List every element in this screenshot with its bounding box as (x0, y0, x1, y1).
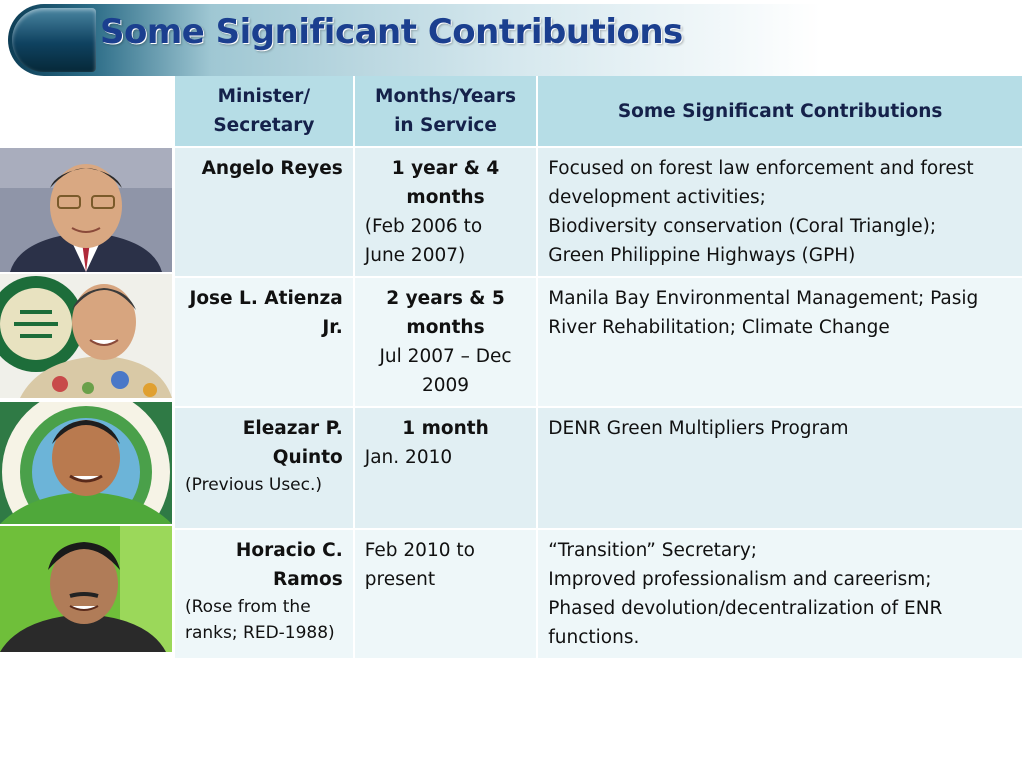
service-period: (Feb 2006 to June 2007) (364, 216, 483, 266)
contribution-item: Phased devolution/decentralization of ENR functions. (548, 598, 943, 648)
service-duration: 2 years & 5 months (386, 288, 505, 338)
contribution-item: “Transition” Secretary; (548, 540, 758, 561)
minister-name: Angelo Reyes (201, 158, 343, 179)
portrait-eleazar-quinto (0, 402, 172, 524)
minister-cell (175, 530, 355, 660)
service-duration: 1 year & 4 months (391, 158, 500, 208)
title-banner (8, 0, 1024, 80)
service-duration: 1 month (402, 418, 489, 439)
portrait-angelo-reyes (0, 148, 172, 272)
service-cell (355, 148, 539, 278)
table-header-row (175, 76, 1024, 148)
contribution-item: Biodiversity conservation (Coral Triangle); (548, 216, 937, 237)
contributions-table (175, 76, 1024, 660)
service-period: Jan. 2010 (364, 447, 453, 468)
contributions-cell (538, 148, 1024, 278)
portrait-horacio-ramos (0, 526, 172, 652)
table-row (175, 278, 1024, 408)
contributions-cell (538, 530, 1024, 660)
minister-cell (175, 148, 355, 278)
service-period: Feb 2010 to present (364, 540, 475, 590)
service-period: Jul 2007 – Dec 2009 (379, 346, 512, 396)
page-title: Some Significant Contributions (100, 12, 683, 52)
contribution-item: Green Philippine Highways (GPH) (548, 245, 856, 266)
minister-name: Eleazar P. Quinto (242, 418, 343, 468)
service-cell (355, 530, 539, 660)
contribution-item: Improved professionalism and careerism; (548, 569, 932, 590)
service-cell (355, 408, 539, 530)
title-bar-pill (12, 8, 96, 72)
table-row (175, 530, 1024, 660)
contributions-cell (538, 278, 1024, 408)
column-header: Some Significant Contributions (538, 76, 1024, 148)
minister-name: Horacio C. Ramos (235, 540, 343, 590)
contributions-cell (538, 408, 1024, 530)
contribution-item: Manila Bay Environmental Management; Pasig River Rehabilitation; Climate Change (548, 288, 979, 338)
table-row (175, 148, 1024, 278)
contribution-item: Focused on forest law enforcement and forest development activities; (548, 158, 974, 208)
minister-note: (Rose from the ranks; RED-1988) (185, 597, 335, 643)
contribution-item: DENR Green Multipliers Program (548, 418, 849, 439)
service-cell (355, 278, 539, 408)
minister-cell (175, 408, 355, 530)
minister-note: (Previous Usec.) (185, 475, 323, 495)
minister-name: Jose L. Atienza Jr. (189, 288, 343, 338)
minister-cell (175, 278, 355, 408)
table-row (175, 408, 1024, 530)
column-header: Minister/ Secretary (175, 76, 355, 148)
portrait-jose-atienza (0, 274, 172, 398)
column-header: Months/Years in Service (355, 76, 539, 148)
